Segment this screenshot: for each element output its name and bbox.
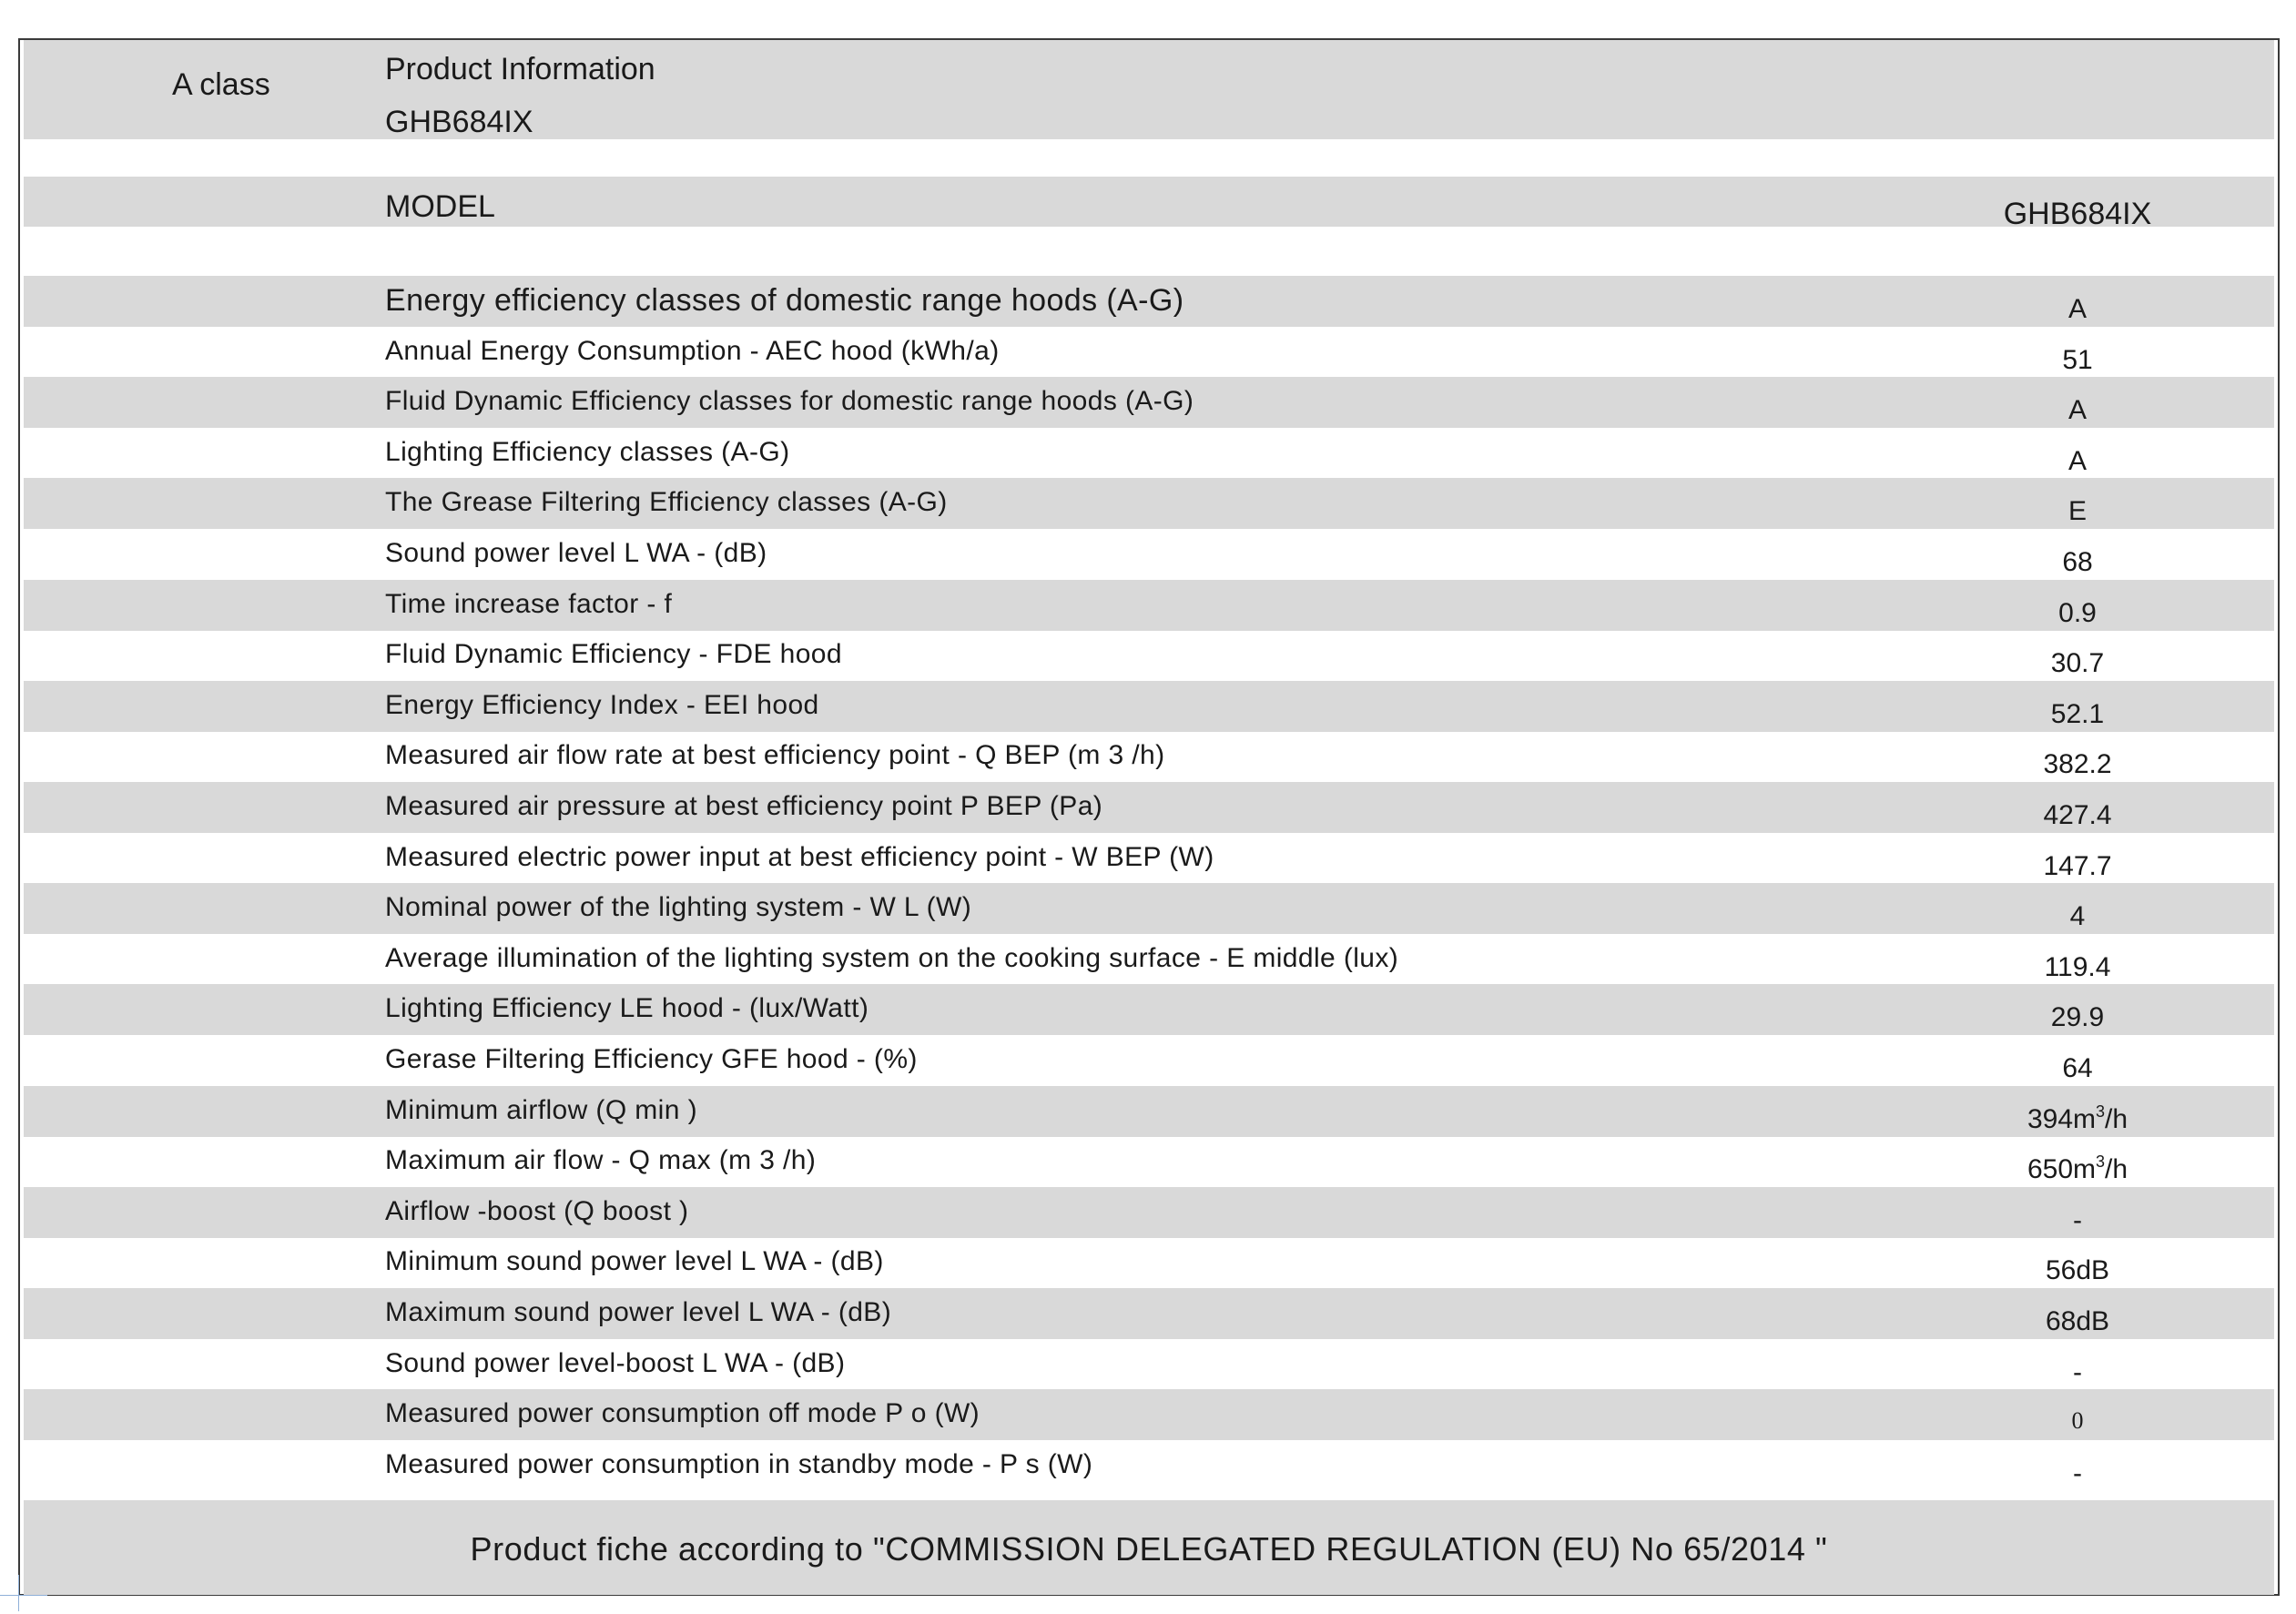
row-label: Sound power level-boost L WA - (dB)	[385, 1347, 846, 1378]
model-value: GHB684IX	[2003, 197, 2152, 231]
row-label: Airflow -boost (Q boost )	[385, 1195, 689, 1226]
row-band	[24, 782, 2274, 833]
row-value: A	[2067, 294, 2087, 324]
crop-mark-vertical	[18, 1575, 19, 1611]
row-value-base: 394m	[2027, 1103, 2096, 1134]
product-fiche-sheet	[18, 38, 2280, 1596]
row-value-unit: /h	[2105, 1103, 2128, 1134]
row-band	[24, 1187, 2274, 1238]
row-value: 0.9	[2058, 597, 2097, 628]
row-band	[24, 580, 2274, 631]
row-label: Gerase Filtering Efficiency GFE hood - (%)	[385, 1044, 918, 1074]
row-value: 52.1	[2050, 698, 2105, 729]
row-label: Fluid Dynamic Efficiency classes for domestic range hoods (A-G)	[385, 386, 1194, 417]
row-label: Measured electric power input at best efficiency point - W BEP (W)	[385, 841, 1214, 872]
row-band	[24, 1389, 2274, 1440]
row-label: Maximum air flow - Q max (m 3 /h)	[385, 1145, 817, 1176]
row-value-unit: /h	[2105, 1154, 2128, 1185]
row-value: 382.2	[2043, 749, 2112, 780]
row-label: Lighting Efficiency LE hood - (lux/Watt)	[385, 993, 869, 1024]
row-label: Energy efficiency classes of domestic range hoods (A-G)	[385, 283, 1184, 318]
crop-mark-horizontal	[0, 1595, 47, 1596]
row-label: Time increase factor - f	[385, 588, 673, 619]
row-label: Sound power level L WA - (dB)	[385, 538, 767, 568]
row-value: 427.4	[2043, 800, 2112, 830]
row-value: A	[2067, 445, 2087, 476]
row-label: Energy Efficiency Index - EEI hood	[385, 689, 819, 720]
row-value: 119.4	[2044, 951, 2111, 982]
row-value: E	[2067, 496, 2087, 527]
row-label: Fluid Dynamic Efficiency - FDE hood	[385, 639, 842, 670]
row-label: Minimum sound power level L WA - (dB)	[385, 1246, 884, 1277]
regulation-footer: Product fiche according to "COMMISSION DELEGATED REGULATION (EU) No 65/2014 "	[470, 1530, 1828, 1568]
row-label: Nominal power of the lighting system - W L (W)	[385, 892, 972, 923]
model-band	[24, 177, 2274, 231]
row-value: A	[2067, 395, 2087, 426]
row-label: Annual Energy Consumption - AEC hood (kWh/a)	[385, 335, 1000, 366]
row-label: Lighting Efficiency classes (A-G)	[385, 436, 790, 467]
row-label: Minimum airflow (Q min )	[385, 1094, 697, 1125]
row-value-superscript: 3	[2096, 1152, 2106, 1172]
row-value: 64	[2062, 1053, 2093, 1083]
model-label: MODEL	[385, 189, 495, 224]
row-band	[24, 681, 2274, 732]
energy-class-label: A class	[172, 67, 270, 102]
row-value: 147.7	[2043, 850, 2112, 881]
row-band	[24, 883, 2274, 934]
row-band	[24, 1086, 2274, 1137]
row-value: 30.7	[2050, 648, 2105, 679]
row-value: 29.9	[2050, 1002, 2105, 1033]
row-value-superscript: 3	[2096, 1101, 2106, 1121]
row-band	[24, 984, 2274, 1035]
header-band	[24, 40, 2274, 139]
row-band	[24, 1288, 2274, 1339]
row-value: 56dB	[2045, 1255, 2110, 1286]
row-value-base: 650m	[2027, 1154, 2096, 1185]
row-value: -	[2073, 1457, 2082, 1488]
row-value: 4	[2069, 901, 2086, 932]
row-band	[24, 478, 2274, 529]
row-value: 0	[2071, 1407, 2084, 1435]
product-info-title: Product Information	[385, 52, 655, 86]
row-value: -	[2073, 1356, 2082, 1387]
row-value	[1977, 1101, 2178, 1134]
row-value: 68dB	[2045, 1306, 2110, 1336]
row-value: 51	[2062, 344, 2093, 375]
row-label: The Grease Filtering Efficiency classes (A-G)	[385, 487, 948, 518]
header-model-code: GHB684IX	[385, 105, 533, 139]
row-label: Measured air pressure at best efficiency point P BEP (Pa)	[385, 791, 1103, 821]
row-label: Measured air flow rate at best efficiency point - Q BEP (m 3 /h)	[385, 740, 1165, 771]
row-label: Measured power consumption in standby mode - P s (W)	[385, 1448, 1093, 1479]
row-label: Measured power consumption off mode P o (W)	[385, 1398, 980, 1429]
row-label: Average illumination of the lighting system on the cooking surface - E middle (lux)	[385, 942, 1399, 973]
row-value: -	[2073, 1204, 2082, 1235]
row-value: 68	[2062, 547, 2093, 577]
row-value	[1977, 1152, 2178, 1185]
row-label: Maximum sound power level L WA - (dB)	[385, 1297, 892, 1327]
